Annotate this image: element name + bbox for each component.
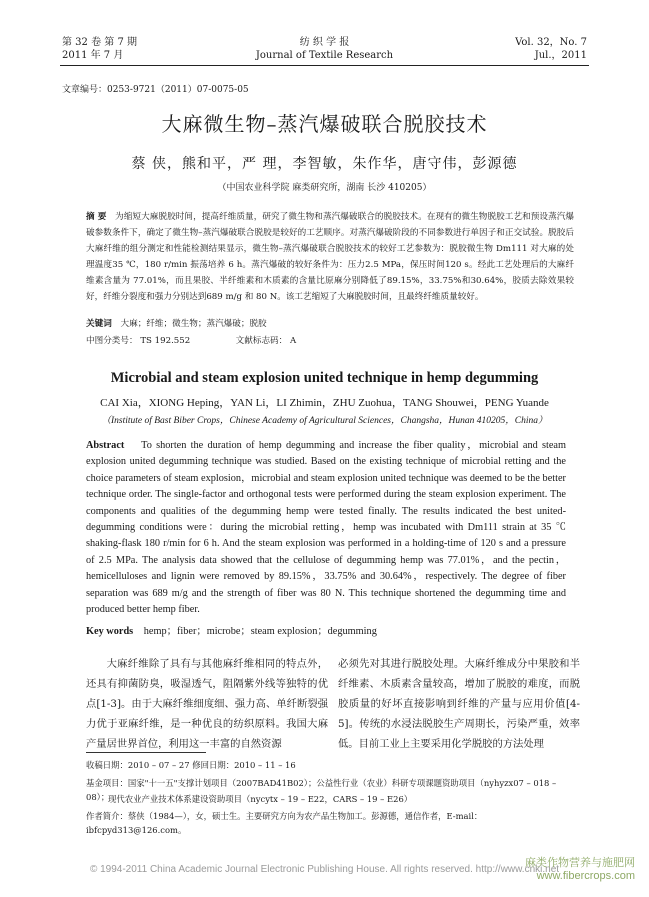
chinese-keywords-label: 关键词 — [86, 319, 112, 329]
copyright-footer: © 1994-2011 China Academic Journal Electronic Publishing House. All rights reserved. http://www.cnki.net — [89, 864, 560, 875]
body-text-right-column: 必须先对其进行脱胶处理。大麻纤维成分中果胶和半纤维素、木质素含量较高，增加了脱胶的难度，而脱胶质量的好坏直接影响到纤维的产量与应用价值[4-5]。传统的水浸法脱胶生产周期长，污染严重，效率低。目前工业上主要采用化学脱胶的方法处理 — [338, 658, 580, 750]
watermark-url: www.fibercrops.com — [536, 870, 635, 882]
chinese-keywords — [86, 317, 267, 329]
footnote-dates: 收稿日期：2010 – 07 – 27 修回日期：2010 – 11 – 16 — [86, 760, 296, 770]
header-volume-en — [515, 36, 587, 62]
article-number: 文章编号：0253-9721（2011）07-0075-05 — [62, 85, 249, 95]
chinese-affiliation: （中国农业科学院 麻类研究所，湖南 长沙 410205） — [217, 183, 432, 193]
chinese-keywords-text: 大麻；纤维；微生物；蒸汽爆破；脱胶 — [120, 319, 267, 329]
header-date: 2011 年 7 月 — [62, 50, 124, 61]
chinese-abstract — [86, 209, 574, 305]
english-keywords — [86, 622, 377, 637]
footnote-divider — [86, 752, 206, 753]
journal-name-en: Journal of Textile Research — [255, 50, 394, 61]
footnote-author-info: 作者简介：蔡侠（1984—），女，硕士生。主要研究方向为农产品生物加工。彭源德，通信作者，E-mail：ibfcpyd313@126.com。 — [86, 811, 483, 835]
class-value: TS 192.552 — [140, 336, 191, 346]
chinese-abstract-label: 摘 要 — [86, 212, 107, 222]
english-abstract — [86, 438, 566, 618]
english-abstract-label: Abstract — [86, 440, 125, 451]
header-divider — [60, 65, 589, 66]
english-affiliation: （Institute of Bast Biber Crops，Chinese Academy of Agricultural Sciences，Changsha，Hunan 410205，China） — [101, 416, 548, 426]
chinese-authors: 蔡 侠，熊和平，严 理，李智敏，朱作华，唐守伟，彭源德 — [131, 156, 518, 172]
chinese-title: 大麻微生物–蒸汽爆破联合脱胶技术 — [161, 112, 488, 136]
chinese-abstract-text: 为缩短大麻脱胶时间，提高纤维质量，研究了微生物和蒸汽爆破联合的脱胶技术。在现有的微生物脱胶工艺和预设蒸汽爆破参数条件下，确定了微生物–蒸汽爆破联合脱胶是较好的工艺顺序。对蒸汽爆破阶段的不同参数进行单因子和正交试验。脱胶后大麻纤维的组分测定和性能检测结果显示，微生物–蒸汽爆破联合脱胶技术的较好工艺参数为：脱胶微生物 Dm111 对大麻的处理温度35 ℃，180 r/min 振荡培养 6 h。蒸汽爆破的较好条件为：压力2.5 MPa，保压时间120 s。经此工艺处理后的大麻纤维素含量为 77.01%，而且果胶、半纤维素和木质素的含量比原麻分别降低了89.15%，33.75%和30.64%，胶质去除效果较好，纤维分裂度和强力分别达到689 m/g 和 80 N。该工艺缩短了大麻脱胶时间，且最终纤维质量较好。 — [86, 212, 574, 302]
watermark-cn: 麻类作物营养与施肥网 — [525, 857, 635, 869]
doc-code-label: 文献标志码： — [235, 336, 288, 346]
header-vol-no: Vol. 32，No. 7 — [515, 37, 587, 48]
class-label: 中图分类号： — [86, 336, 138, 346]
header-volume-issue: 第 32 卷 第 7 期 — [62, 37, 137, 48]
english-authors: CAI Xia，XIONG Heping，YAN Li，LI Zhimin，ZHU Zuohua，TANG Shouwei，PENG Yuande — [100, 397, 549, 409]
body-text-left-column: 大麻纤维除了具有与其他麻纤维相同的特点外，还具有抑菌防臭，吸湿透气，阻隔紫外线等独特的优点[1-3]。由于大麻纤维细度细、强力高、单纤断裂强力优于亚麻纤维，是一种优良的纺织原料。我国大麻产量居世界首位，利用这一丰富的自然资源 — [86, 658, 328, 750]
footnote-fund-continued: 现代农业产业技术体系建设资助项目（nycytx – 19 – E22，CARS – 19 – E26） — [108, 794, 413, 804]
journal-name-cn: 纺 织 学 报 — [299, 37, 350, 48]
site-watermark — [525, 857, 635, 883]
classification-line — [86, 334, 296, 346]
english-abstract-text: To shorten the duration of hemp degumming and increase the fiber quality，microbial and steam explosion united degumming technique was studied. Based on the existing technique of microbial retting and the choice parameters of steam explosion，microbial and steam explosion united technique was deemed to be the better technique order. The single-factor and orthogonal tests were performed during the steam explosion experiment. The components and qualities of the degumming hemp were tested finally. The results indicated the best united-degumming conditions were：during the microbial retting，hemp was incubated with Dm111 strain at 35 ℃ shaking-flask 180 r/min for 6 h. And the steam explosion was performed in a holding-time of 120 s and a pressure of 2.5 MPa. The analysis data showed that the cellulose of degumming hemp was 77.01%，and the pectin，hemicelluloses and lignin were removed by 89.15%，33.75% and 30.64%，respectively. The degree of fiber separation was 689 m/g and the strength of fiber was 80 N. This technique shortened the degumming time and produced better hemp fiber. — [86, 440, 567, 616]
header-date-en: Jul.，2011 — [534, 50, 587, 61]
english-keywords-text: hemp；fiber；microbe；steam explosion；degumming — [143, 626, 377, 637]
english-keywords-label: Key words — [86, 626, 134, 637]
doc-code-value: A — [289, 336, 297, 346]
footnote-fund: 基金项目：国家"十一五"支撑计划项目（2007BAD41B02）；公益性行业（农业）科研专项课题资助项目（nyhyzx07 – 018 – 08）； — [86, 778, 557, 802]
english-title: Microbial and steam explosion united technique in hemp degumming — [110, 370, 539, 386]
